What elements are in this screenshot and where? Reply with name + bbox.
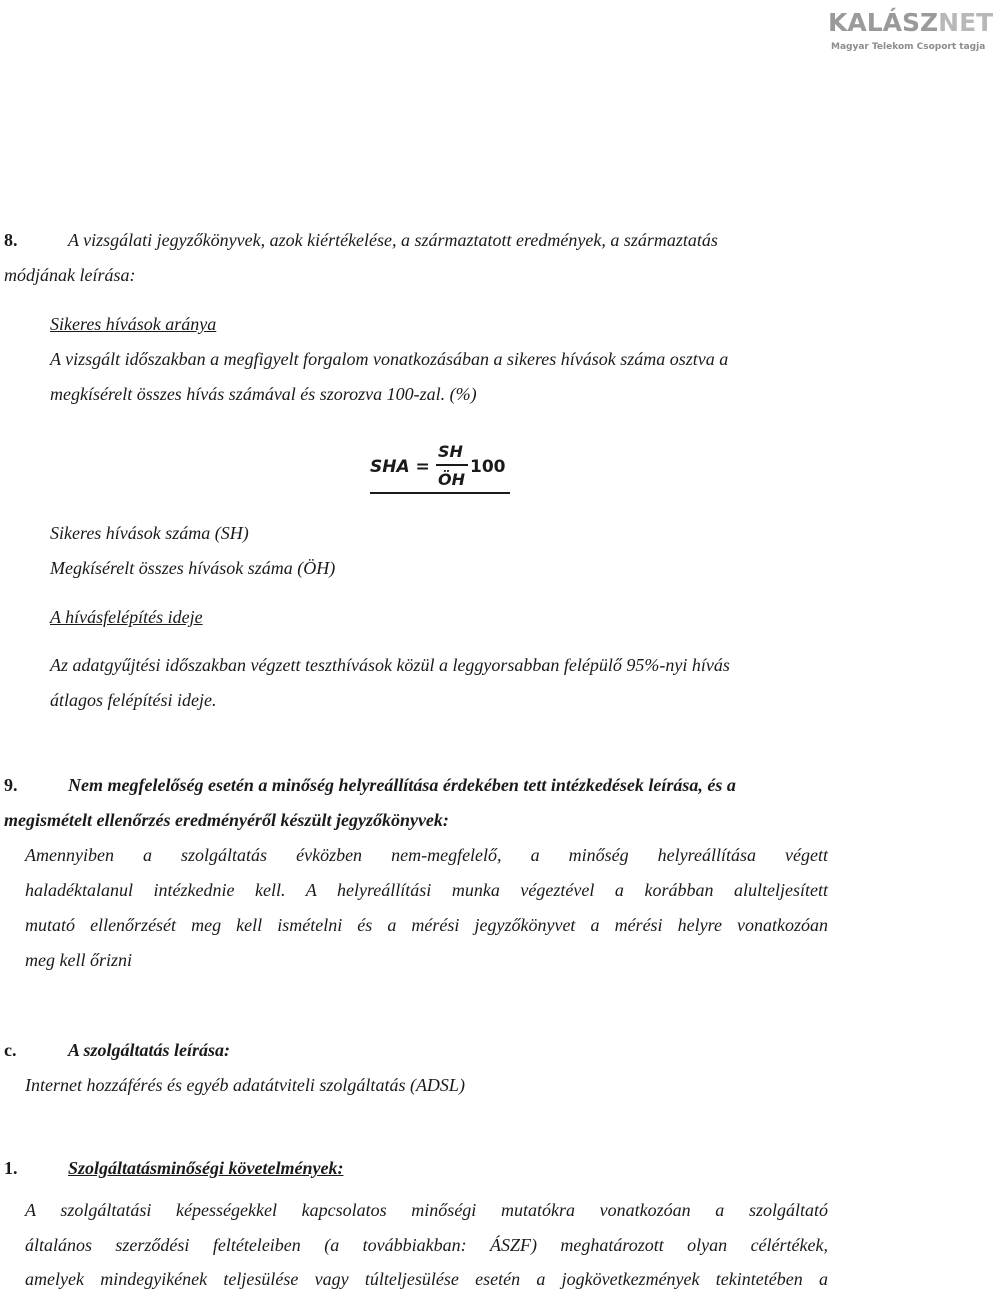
subsection-title-call-setup-time: A hívásfelépítés ideje [50,607,203,627]
definition-sh: Sikeres hívások száma (SH) [50,523,249,543]
section-1-title: Szolgáltatásminőségi követelmények: [68,1158,344,1178]
section-c-text: Internet hozzáférés és egyéb adatátviteli szolgáltatás (ADSL) [25,1075,465,1095]
logo-word-kalasz: KALÁSZ [828,8,939,37]
section-1-number: 1. [4,1158,18,1178]
kalasznet-logo [828,8,993,60]
formula-lhs: SHA = [370,457,430,477]
section-1-text-line-3: amelyek mindegyikének teljesülése vagy túlteljesülése esetén a jogkövetkezmények tekintetében a [25,1269,828,1289]
section-9-title-line-2: megismételt ellenőrzés eredményéről készült jegyzőkönyvek: [4,810,449,830]
section-8-title-line-2: módjának leírása: [4,265,136,285]
success-rate-text-line-1: A vizsgált időszakban a megfigyelt forgalom vonatkozásában a sikeres hívások száma osztva a [50,349,729,369]
section-8-number: 8. [4,230,18,250]
formula-multiplier: 100 [470,457,506,477]
section-9-text-line-2: haladéktalanul intézkednie kell. A helyreállítási munka végeztével a korábban alulteljesített [25,880,828,900]
formula-denominator: ÖH [438,470,465,489]
formula-numerator: SH [438,442,463,461]
subsection-title-success-rate: Sikeres hívások aránya [50,314,217,334]
section-1-text-line-2: általános szerződési feltételeiben (a továbbiakban: ÁSZF) meghatározott olyan célértékek, [25,1235,828,1255]
success-rate-text-line-2: megkísérelt összes hívás számával és szorozva 100-zal. (%) [50,384,477,404]
call-setup-text-line-2: átlagos felépítési ideje. [50,690,217,710]
section-c-title: A szolgáltatás leírása: [68,1040,231,1060]
formula-fraction-bar [436,464,468,466]
call-setup-text-line-1: Az adatgyűjtési időszakban végzett teszthívások közül a leggyorsabban felépülő 95%-nyi hívás [50,655,730,675]
section-1-text-line-1: A szolgáltatási képességekkel kapcsolatos minőségi mutatókra vonatkozóan a szolgáltató [25,1200,828,1220]
logo-wordmark [828,8,993,38]
section-9-number: 9. [4,775,18,795]
section-c-number: c. [4,1040,17,1060]
definition-oh: Megkísérelt összes hívások száma (ÖH) [50,558,336,578]
section-9-text-line-1: Amennyiben a szolgáltatás évközben nem-megfelelő, a minőség helyreállítása végett [25,845,828,865]
logo-word-net: NET [938,8,993,37]
formula-underline [370,492,510,494]
section-8-title-line-1: A vizsgálati jegyzőkönyvek, azok kiértékelése, a származtatott eredmények, a származtatás [68,230,718,250]
section-9-text-line-4: meg kell őrizni [25,950,132,970]
sha-formula [370,442,510,498]
section-9-text-line-3: mutató ellenőrzését meg kell ismételni és a mérési jegyzőkönyvet a mérési helyre vonatkozóan [25,915,828,935]
logo-tagline: Magyar Telekom Csoport tagja [831,42,986,52]
section-9-title-line-1: Nem megfelelőség esetén a minőség helyreállítása érdekében tett intézkedések leírása, és a [68,775,736,795]
